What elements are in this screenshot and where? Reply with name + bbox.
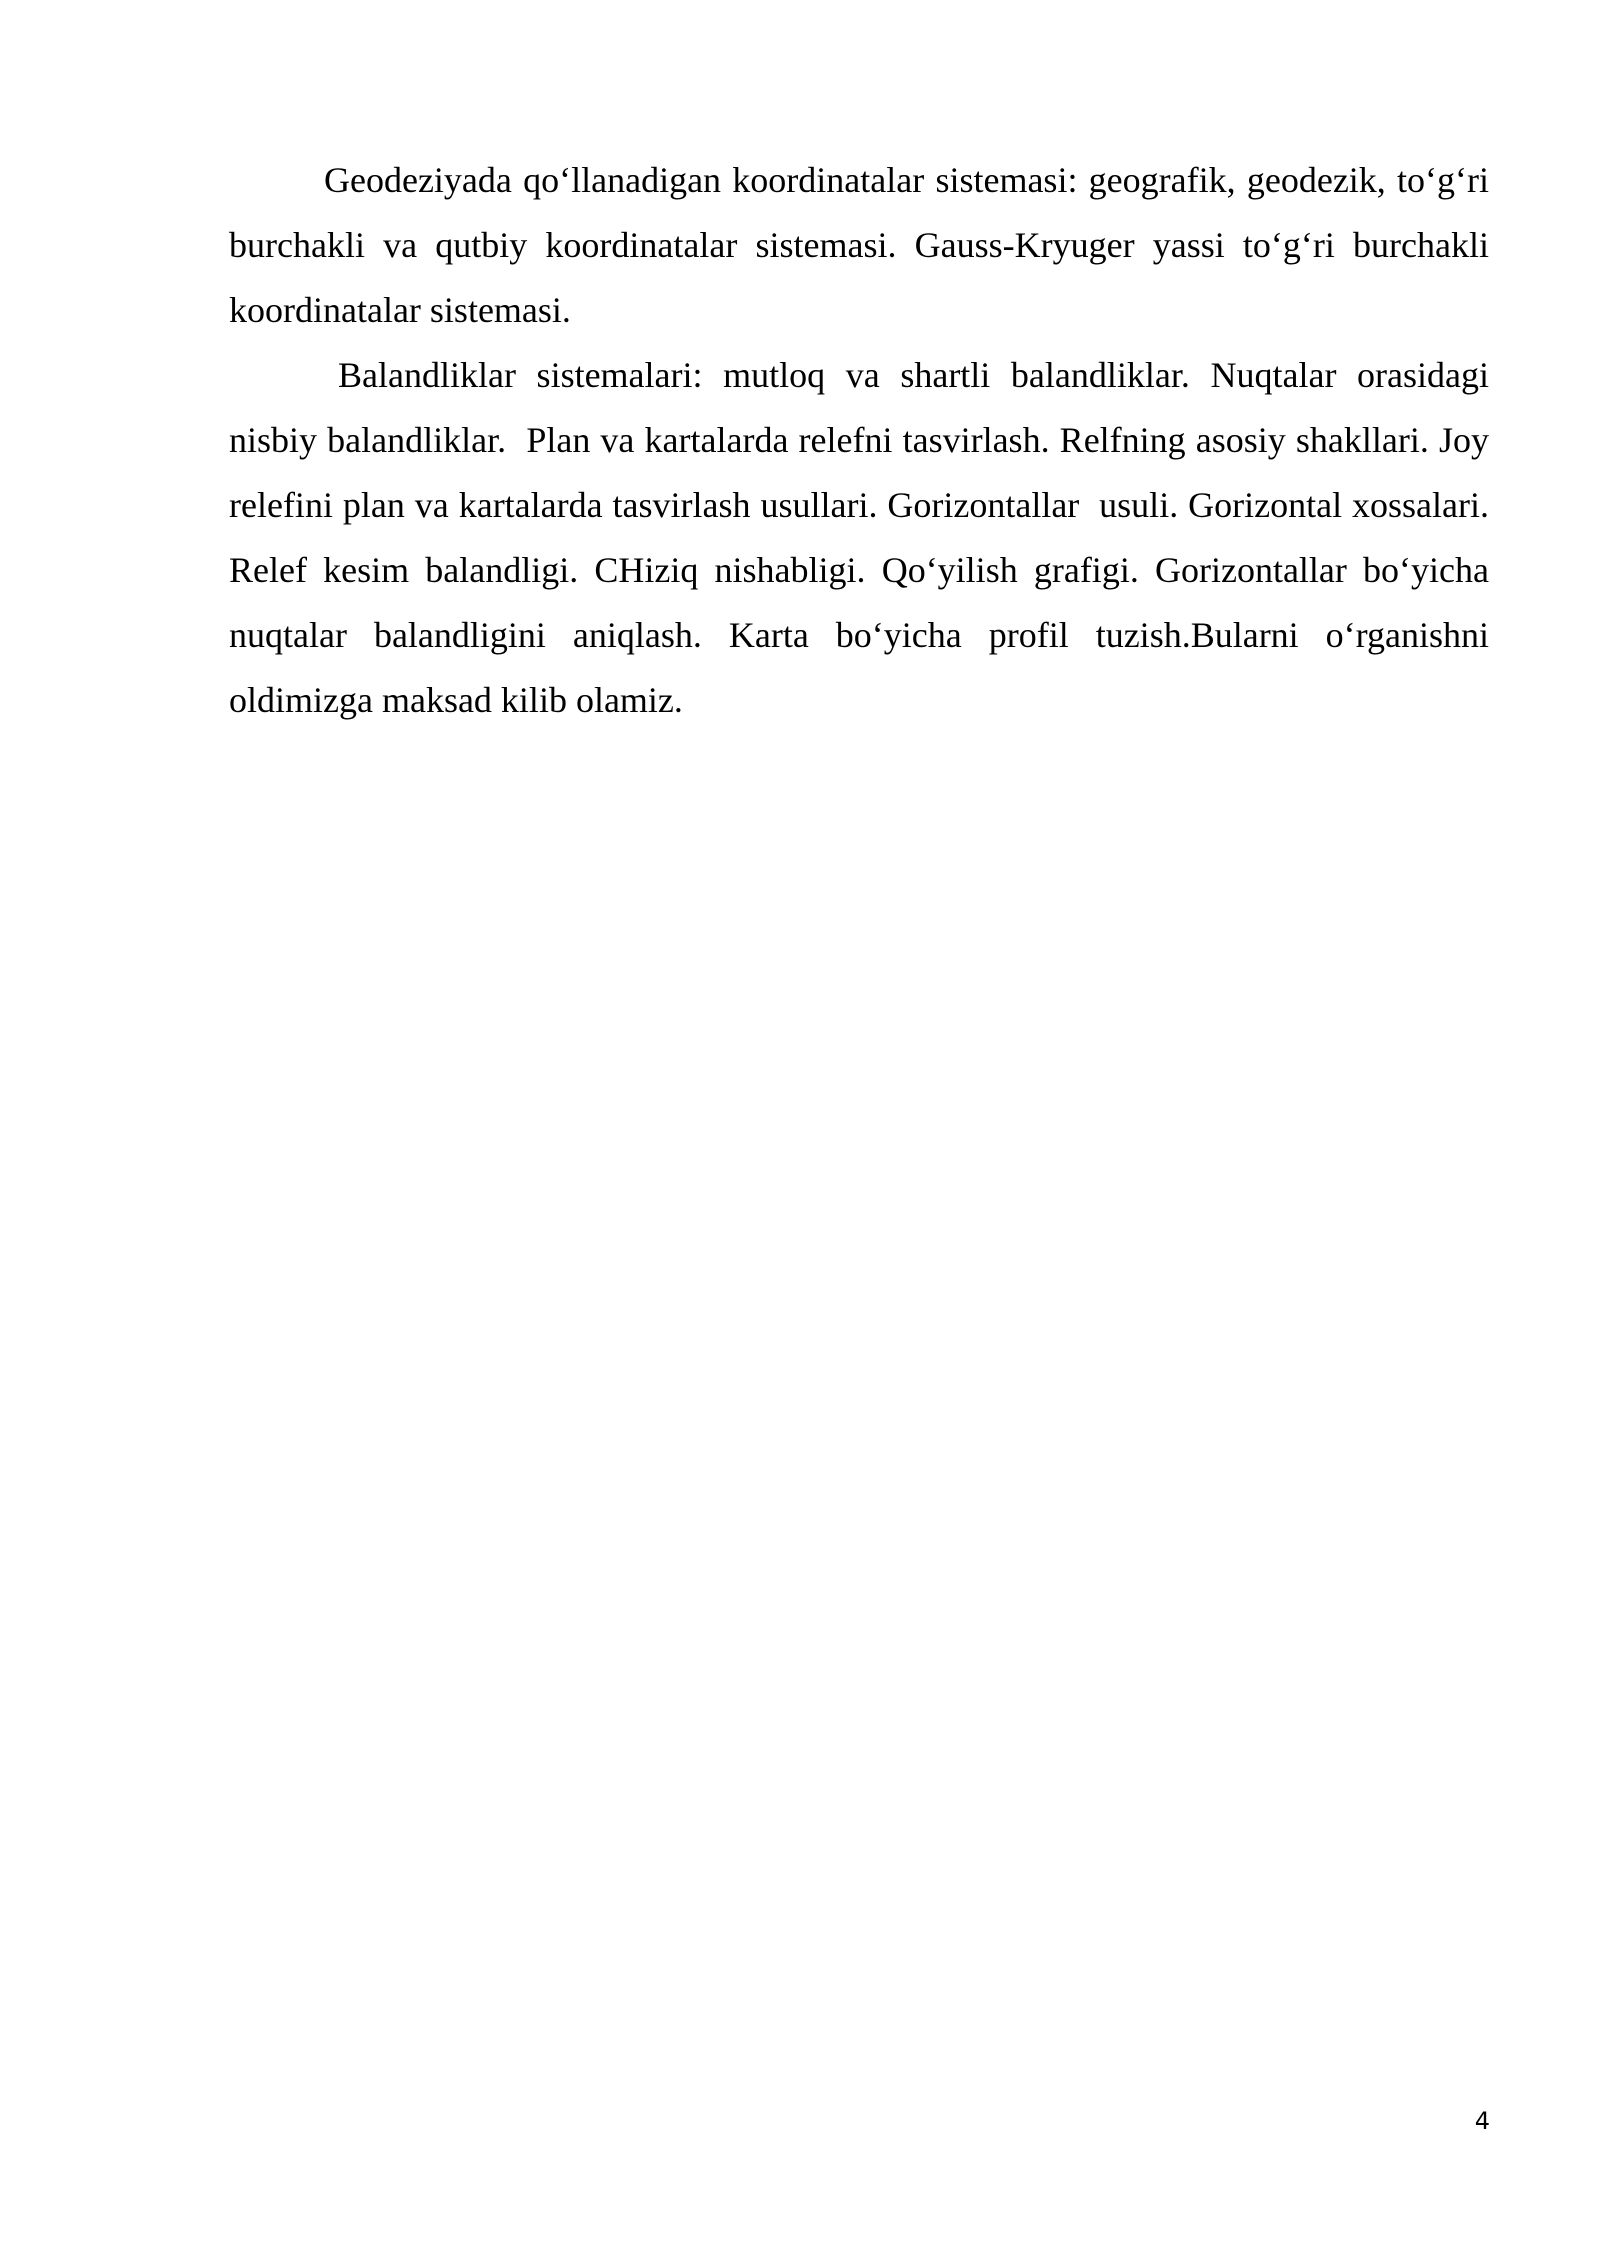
body-text xyxy=(229,148,1516,733)
paragraph-coordinate-systems: Geodeziyada qo‘llanadigan koordinatalar sistemasi: geografik, geodezik, to‘g‘ri burchakli va qutbiy koordinatalar sistemasi. Gauss-Kryuger yassi to‘g‘ri burchakli koordinatalar sistemasi. xyxy=(229,160,1498,330)
page-number: 4 xyxy=(1474,2107,1490,2135)
paragraph-height-systems: Balandliklar sistemalari: mutloq va shartli balandliklar. Nuqtalar orasidagi nisbiy balandliklar. Plan va kartalarda relefni tasvirlash. Relfning asosiy shakllari. Joy relefini plan va kartalarda tasvirlash usullari. Gorizontallar usuli. Gorizontal xossalari. Relef kesim balandligi. CHiziq nishabligi. Qo‘yilish grafigi. Gorizontallar bo‘yicha nuqtalar balandligini aniqlash. Karta bo‘yicha profil tuzish.Bularni o‘rganishni oldimizga maksad kilib olamiz. xyxy=(229,355,1516,720)
